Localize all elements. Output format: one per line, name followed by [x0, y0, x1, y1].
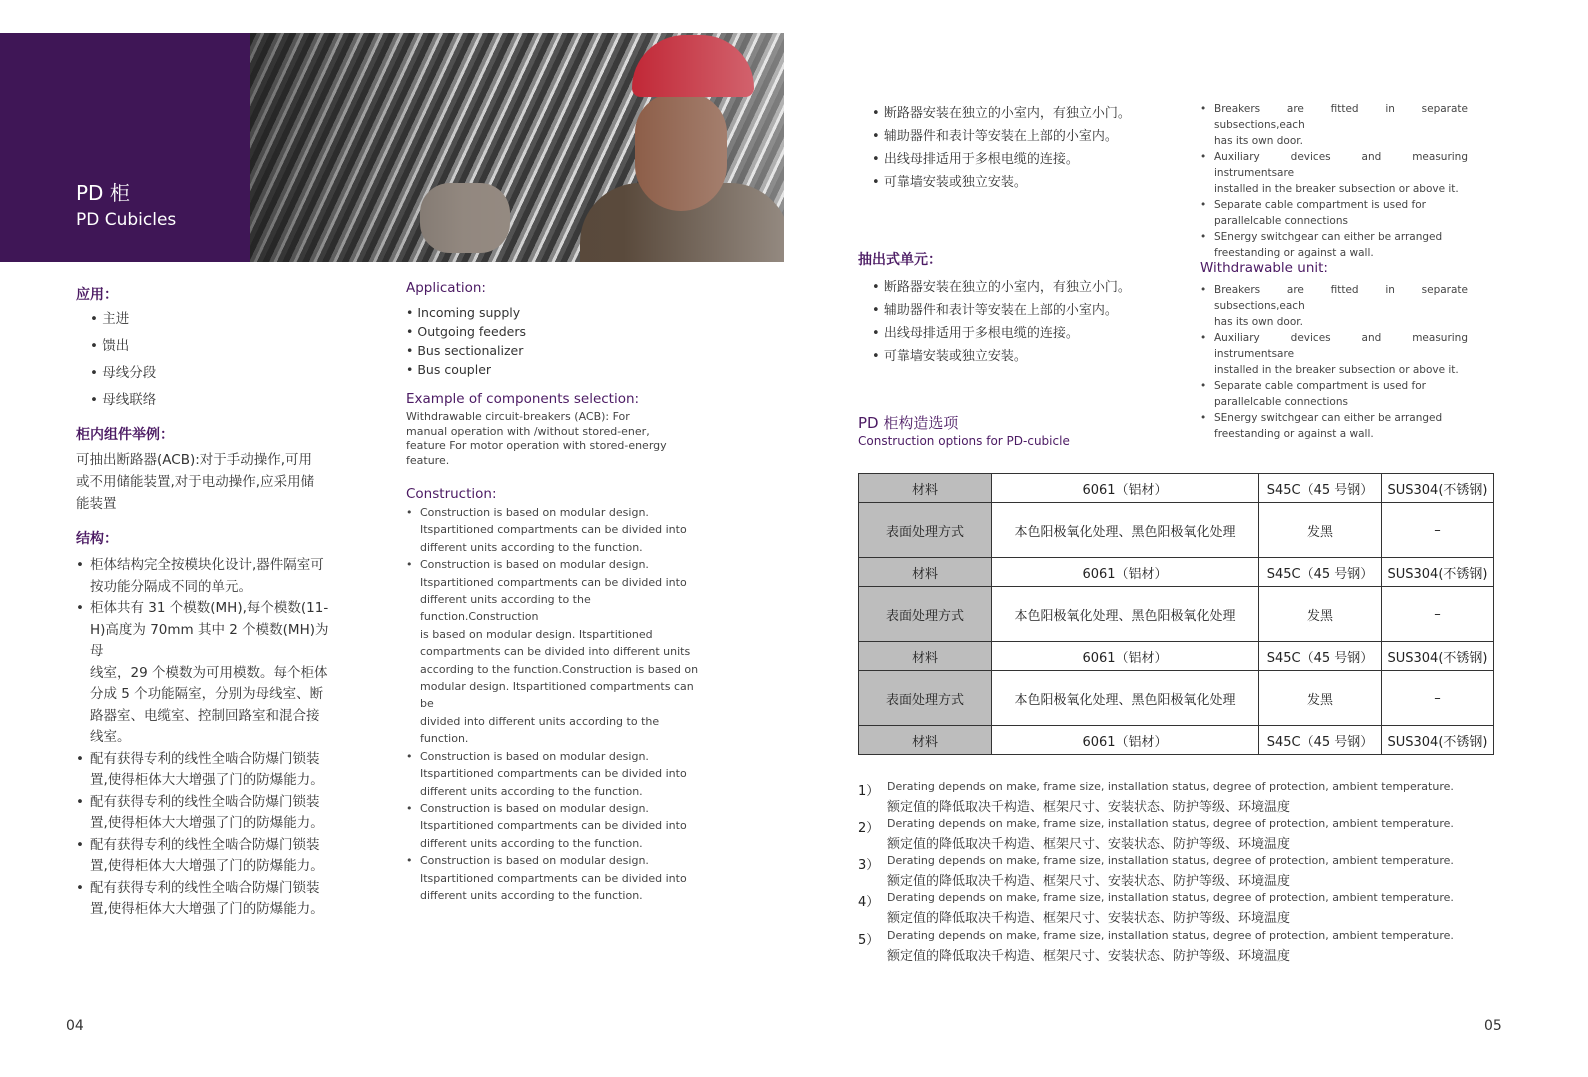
list-item: • Separate cable compartment is used for parallelcable connections — [1200, 378, 1468, 410]
list-item: • 配有获得专利的线性全啮合防爆门锁装 置,使得柜体大大增强了门的防爆能力。 — [76, 835, 338, 878]
list-item: • 辅助器件和表计等安装在上部的小室内。 — [872, 299, 1131, 322]
table-cell: – — [1382, 503, 1494, 558]
list-item: • 出线母排适用于多根电缆的连接。 — [872, 322, 1131, 345]
list-item: • Auxiliary devices and measuring instrumentsare installed in the breaker subsection or above it. — [1200, 149, 1468, 197]
construction-list-en — [405, 504, 710, 904]
list-item: • Separate cable compartment is used for parallelcable connections — [1200, 197, 1468, 229]
components-heading-en: Example of components selection: — [406, 391, 640, 407]
application-heading-cn: 应用： — [76, 287, 118, 303]
structure-heading-cn: 结构： — [76, 531, 118, 547]
structure-list-cn — [76, 555, 338, 921]
table-cell: SUS304(不锈钢) — [1382, 474, 1494, 503]
list-item: • 配有获得专利的线性全啮合防爆门锁装 置,使得柜体大大增强了门的防爆能力。 — [76, 792, 338, 835]
table-cell: S45C（45 号钢） — [1259, 642, 1382, 671]
features-list-en — [1200, 101, 1468, 261]
list-item: • Bus coupler — [406, 360, 526, 379]
table-row — [859, 503, 1494, 558]
components-heading-cn: 柜内组件举例： — [76, 427, 174, 443]
list-item: • Bus sectionalizer — [406, 341, 526, 360]
list-item: • 可靠墙安装或独立安装。 — [872, 345, 1131, 368]
table-cell: S45C（45 号钢） — [1259, 558, 1382, 587]
table-cell: 发黑 — [1259, 503, 1382, 558]
list-item: • Breakers are fitted in separate subsections,each has its own door. — [1200, 282, 1468, 330]
page-title-en: PD Cubicles — [76, 210, 177, 230]
table-cell: 本色阳极氧化处理、黑色阳极氧化处理 — [992, 671, 1259, 726]
table-cell: S45C（45 号钢） — [1259, 726, 1382, 755]
list-item: • 馈出 — [90, 338, 130, 354]
application-heading-en: Application: — [406, 280, 486, 296]
list-item: • 柜体结构完全按模块化设计,器件隔室可 按功能分隔成不同的单元。 — [76, 555, 338, 598]
table-row — [859, 642, 1494, 671]
withdrawable-heading-en: Withdrawable unit: — [1200, 260, 1328, 276]
application-list-en — [406, 303, 526, 379]
list-item: • 出线母排适用于多根电缆的连接。 — [872, 148, 1131, 171]
options-title-cn: PD 柜构造选项 — [858, 414, 959, 432]
table-cell: SUS304(不锈钢) — [1382, 726, 1494, 755]
list-item: • 主进 — [90, 311, 130, 327]
list-item: • Construction is based on modular design. Itspartitioned compartments can be divided into different units according to the function. — [405, 504, 710, 556]
table-cell: SUS304(不锈钢) — [1382, 642, 1494, 671]
table-cell-label: 表面处理方式 — [859, 503, 992, 558]
components-text-cn: 可抽出断路器(ACB):对于手动操作,可用 或不用储能装置,对于电动操作,应采用储 能装置 — [76, 452, 315, 512]
table-row — [859, 671, 1494, 726]
components-text-en: Withdrawable circuit-breakers (ACB): For manual operation with /without stored-ener, feature For motor operation with stored-energy feature. — [406, 410, 667, 467]
table-cell-label: 材料 — [859, 558, 992, 587]
page-number-left: 04 — [66, 1018, 84, 1034]
list-item: • 辅助器件和表计等安装在上部的小室内。 — [872, 125, 1131, 148]
list-item: • SEnergy switchgear can either be arranged freestanding or against a wall. — [1200, 229, 1468, 261]
list-item: • Construction is based on modular design. Itspartitioned compartments can be divided into different units according to the function.Construction is based on modular design. Itspartitioned compartments can be divided into different units according to the function.Construction is based on modular design. Itspartitioned compartments can be divided into different units according to the function. — [405, 556, 710, 747]
page-number-right: 05 — [1484, 1018, 1502, 1034]
table-cell-label: 表面处理方式 — [859, 587, 992, 642]
withdrawable-heading-cn: 抽出式单元： — [858, 252, 942, 268]
table-cell: 6061（铝材） — [992, 474, 1259, 503]
worker-photo — [250, 33, 784, 262]
table-cell-label: 表面处理方式 — [859, 671, 992, 726]
application-list-cn — [90, 306, 156, 414]
list-item: • 母线分段 — [90, 365, 157, 381]
list-item: • 配有获得专利的线性全啮合防爆门锁装 置,使得柜体大大增强了门的防爆能力。 — [76, 878, 338, 921]
page-title-cn: PD 柜 — [76, 181, 130, 205]
table-cell: 6061（铝材） — [992, 642, 1259, 671]
table-cell: – — [1382, 587, 1494, 642]
list-item: • Construction is based on modular design. Itspartitioned compartments can be divided into different units according to the function. — [405, 800, 710, 852]
list-item: • 断路器安装在独立的小室内，有独立小门。 — [872, 102, 1131, 125]
table-cell-label: 材料 — [859, 726, 992, 755]
list-item: • Breakers are fitted in separate subsections,each has its own door. — [1200, 101, 1468, 149]
list-item: • Outgoing feeders — [406, 322, 526, 341]
list-item: • SEnergy switchgear can either be arranged freestanding or against a wall. — [1200, 410, 1468, 442]
list-item: • 可靠墙安装或独立安装。 — [872, 171, 1131, 194]
list-item: • 母线联络 — [90, 392, 157, 408]
table-row — [859, 726, 1494, 755]
table-cell-label: 材料 — [859, 474, 992, 503]
features-list-cn — [872, 102, 1131, 194]
options-title-en: Construction options for PD-cubicle — [858, 434, 1070, 448]
table-cell: 本色阳极氧化处理、黑色阳极氧化处理 — [992, 587, 1259, 642]
withdrawable-list-cn — [872, 276, 1131, 368]
table-cell: 发黑 — [1259, 671, 1382, 726]
construction-heading-en: Construction: — [406, 486, 497, 502]
table-cell: 本色阳极氧化处理、黑色阳极氧化处理 — [992, 503, 1259, 558]
list-item: • Construction is based on modular design. Itspartitioned compartments can be divided into different units according to the function. — [405, 748, 710, 800]
list-item: • Auxiliary devices and measuring instrumentsare installed in the breaker subsection or above it. — [1200, 330, 1468, 378]
table-cell: S45C（45 号钢） — [1259, 474, 1382, 503]
list-item: • Incoming supply — [406, 303, 526, 322]
table-row — [859, 474, 1494, 503]
table-cell: – — [1382, 671, 1494, 726]
list-item: • 断路器安装在独立的小室内，有独立小门。 — [872, 276, 1131, 299]
table-cell: SUS304(不锈钢) — [1382, 558, 1494, 587]
list-item: • 柜体共有 31 个模数(MH),每个模数(11- H)高度为 70mm 其中 2 个模数(MH)为母 线室，29 个模数为可用模数。每个柜体 分成 5 个功能隔室，分别为母线室、断 路器室、电缆室、控制回路室和混合接 线室。 — [76, 598, 338, 749]
list-item: • Construction is based on modular design. Itspartitioned compartments can be divided into different units according to the function. — [405, 852, 710, 904]
table-cell: 6061（铝材） — [992, 558, 1259, 587]
table-cell-label: 材料 — [859, 642, 992, 671]
withdrawable-list-en — [1200, 282, 1468, 442]
table-cell: 6061（铝材） — [992, 726, 1259, 755]
construction-options-table — [858, 473, 1494, 755]
list-item: • 配有获得专利的线性全啮合防爆门锁装 置,使得柜体大大增强了门的防爆能力。 — [76, 749, 338, 792]
table-row — [859, 587, 1494, 642]
table-row — [859, 558, 1494, 587]
table-cell: 发黑 — [1259, 587, 1382, 642]
